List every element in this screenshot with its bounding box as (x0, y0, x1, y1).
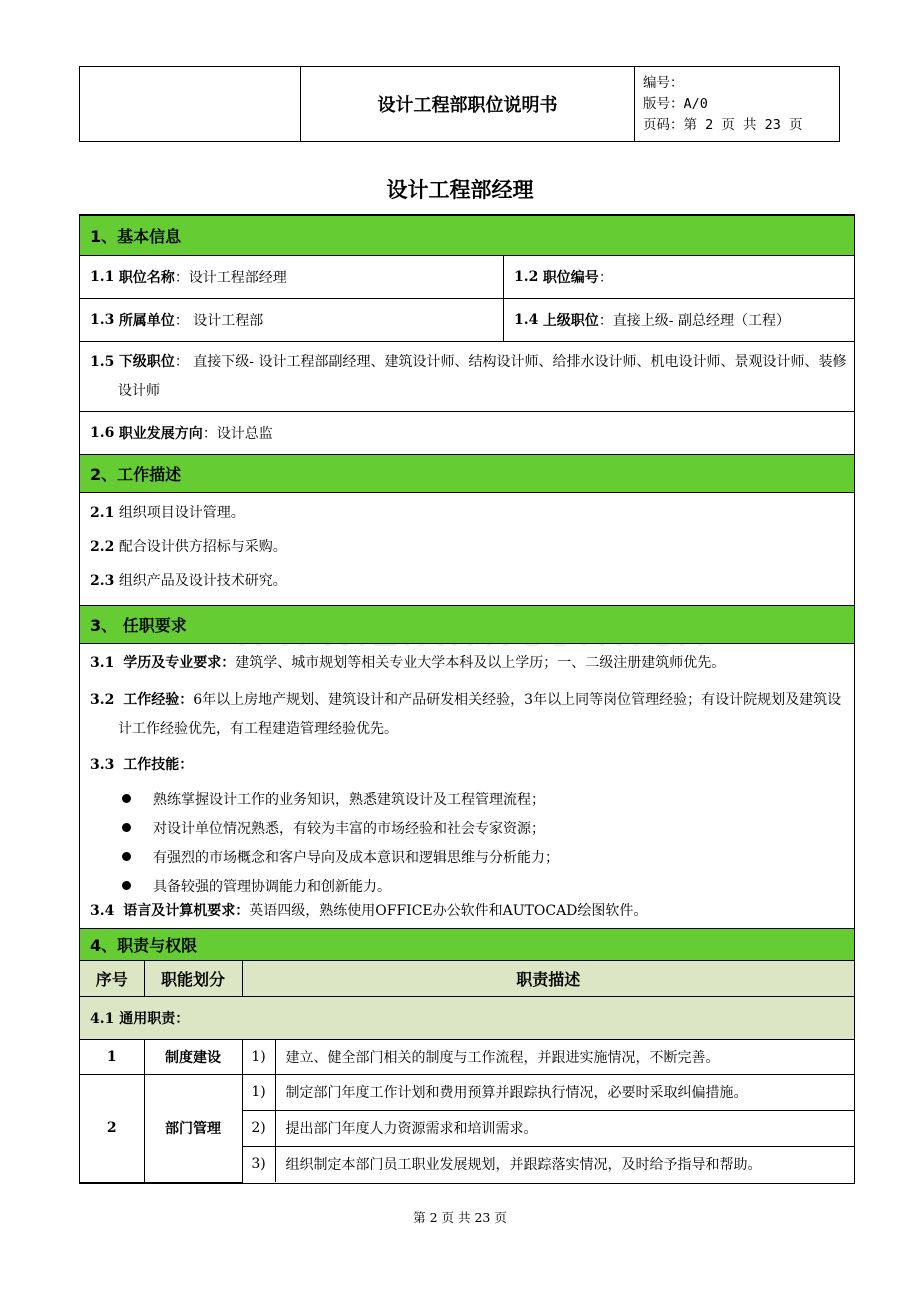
duty-table-header (80, 961, 854, 996)
header-doc-name: 设计工程部职位说明书 (301, 67, 635, 141)
duty-row: 2) 提出部门年度人力资源需求和培训需求。 (80, 1110, 854, 1146)
skill-item: 具备较强的管理协调能力和创新能力。 (80, 871, 854, 900)
req-skills-label: 3.3 工作技能： (90, 757, 194, 773)
field-position-code: 1.2 职位编号 ： (514, 269, 613, 286)
header-meta (635, 67, 839, 141)
field-position-name: 1.1 职位名称 ：设计工程部经理 (80, 256, 504, 298)
basic-row-1 (80, 256, 854, 299)
duty-row: 3) 组织制定本部门员工职业发展规划，并跟踪落实情况，及时给予指导和帮助。 (80, 1146, 854, 1182)
basic-row-2 (80, 299, 854, 342)
section-duties: 4、职责与权限 (80, 929, 854, 961)
duty-row: 2 部门管理 1) 制定部门年度工作计划和费用预算并跟踪执行情况，必要时采取纠偏措施。 (80, 1074, 854, 1110)
work-item: 2.1 组织项目设计管理。 (90, 505, 245, 521)
col-header-no: 序号 (80, 961, 144, 996)
page-footer: 第 2 页 共 23 页 (413, 1210, 507, 1225)
skill-item: 对设计单位情况熟悉，有较为丰富的市场经验和社会专家资源； (80, 813, 854, 842)
skill-item: 有强烈的市场概念和客户导向及成本意识和逻辑思维与分析能力； (80, 842, 854, 871)
field-department: 1.3 所属单位 ： 设计工程部 (80, 299, 504, 341)
page-title: 设计工程部经理 (386, 178, 534, 202)
field-career-path: 1.6 职业发展方向 ：设计总监 (80, 412, 854, 455)
duty-row: 1 制度建设 1) 建立、健全部门相关的制度与工作流程，并跟进实施情况，不断完善。 (80, 1039, 854, 1074)
field-superior: 1.4 上级职位 ：直接上级- 副总经理（工程） (514, 312, 790, 329)
skill-item: 熟练掌握设计工作的业务知识，熟悉建筑设计及工程管理流程； (80, 784, 854, 813)
bullet-icon (122, 881, 131, 890)
bullet-icon (122, 823, 131, 832)
req-experience: 3.2 工作经验：6年以上房地产规划、建筑设计和产品研发相关经验，3年以上同等岗位管理经验；有设计院规划及建筑设计工作经验优先，有工程建造管理经验优先。 (90, 692, 842, 737)
header-code: 编号： (643, 75, 684, 91)
requirements-body (80, 644, 854, 929)
section-work-description: 2、工作描述 (80, 455, 854, 493)
bullet-icon (122, 794, 131, 803)
col-header-func: 职能划分 (144, 961, 242, 996)
header-version: 版号：A/0 (643, 96, 708, 112)
document-header (79, 66, 840, 142)
job-description-table (79, 214, 855, 1184)
work-item: 2.2 配合设计供方招标与采购。 (90, 539, 287, 555)
col-header-desc: 职责描述 (242, 961, 854, 996)
work-items (80, 493, 854, 606)
header-logo-cell (80, 67, 301, 141)
header-page-info: 页码：第 2 页 共 23 页 (643, 117, 803, 133)
duty-general-row (80, 996, 854, 1039)
general-duties-label: 4.1 通用职责： (80, 996, 854, 1039)
work-item: 2.3 组织产品及设计技术研究。 (90, 573, 287, 589)
req-language-computer: 3.4 语言及计算机要求：英语四级，熟练使用OFFICE办公软件和AUTOCAD绘图软件。 (90, 903, 648, 919)
field-subordinates: 1.5 下级职位： 直接下级- 设计工程部副经理、建筑设计师、结构设计师、给排水设计师、机电设计师、景观设计师、装修设计师 (80, 342, 854, 412)
section-requirements: 3、 任职要求 (80, 606, 854, 644)
duty-table (80, 961, 854, 1183)
bullet-icon (122, 852, 131, 861)
req-education: 3.1 学历及专业要求：建筑学、城市规划等相关专业大学本科及以上学历；一、二级注册建筑师优先。 (90, 655, 726, 671)
section-basic-info: 1、基本信息 (80, 216, 854, 256)
